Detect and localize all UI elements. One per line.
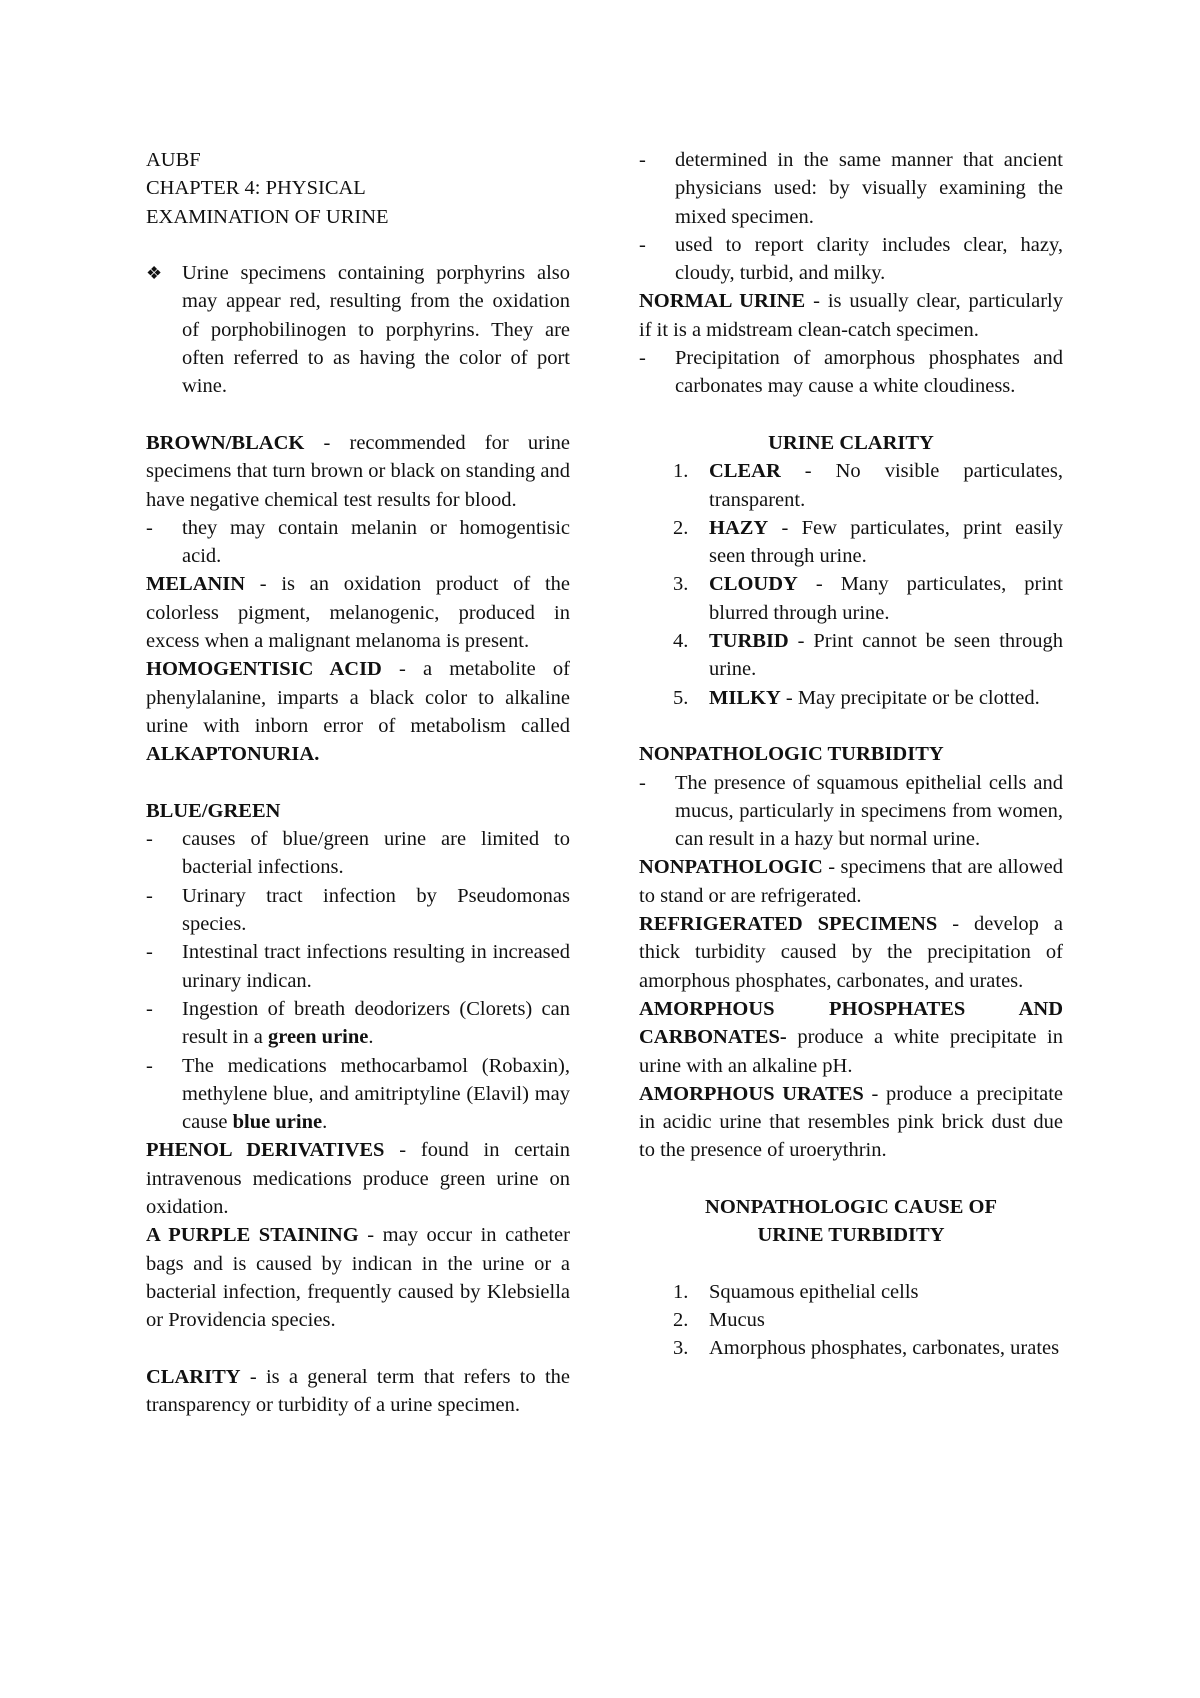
amorphous-urates-paragraph: AMORPHOUS URATES - produce a precipitate in acidic urine that resembles pink brick dust due to the presence of uroerythrin. bbox=[639, 1082, 1063, 1162]
normal-urine-term: NORMAL URINE bbox=[639, 290, 806, 313]
causes-list-item: 2. Mucus bbox=[673, 1309, 765, 1332]
right-column bbox=[639, 146, 1063, 1363]
causes-heading-line-2: URINE TURBIDITY bbox=[757, 1224, 945, 1247]
clarity-term: CLARITY bbox=[146, 1365, 241, 1388]
blue-green-item-1: - causes of blue/green urine are limited to bacterial infections. bbox=[146, 828, 570, 879]
amorphous-urates-term: AMORPHOUS URATES bbox=[639, 1082, 864, 1105]
melanin-term: MELANIN bbox=[146, 573, 246, 596]
refrigerated-term: REFRIGERATED SPECIMENS bbox=[639, 913, 938, 936]
purple-term: A PURPLE STAINING bbox=[146, 1224, 359, 1247]
urine-clarity-heading: URINE CLARITY bbox=[768, 431, 934, 454]
purple-staining-paragraph: A PURPLE STAINING - may occur in catheter bags and is caused by indican in the urine or a bacterial infection, frequently caused by Klebsiella or Providencia species. bbox=[146, 1224, 570, 1332]
porphyrins-bullet-item bbox=[146, 259, 570, 400]
brown-black-paragraph: BROWN/BLACK - recommended for urine specimens that turn brown or black on standing and have negative chemical test results for blood. bbox=[146, 431, 570, 511]
amorphous-phosphates-paragraph: AMORPHOUS PHOSPHATES AND CARBONATES- produce a white precipitate in urine with an alkaline pH. bbox=[639, 997, 1063, 1077]
homogentisic-paragraph: HOMOGENTISIC ACID - a metabolite of phenylalanine, imparts a black color to alkaline urine with inborn error of metabolism called ALKAPTONURIA. bbox=[146, 658, 570, 766]
left-column bbox=[146, 146, 570, 1419]
homogentisic-term: HOMOGENTISIC ACID bbox=[146, 658, 382, 681]
blue-green-item-3: - Intestinal tract infections resulting in increased urinary indican. bbox=[146, 941, 570, 992]
blue-green-item-4: - Ingestion of breath deodorizers (Clorets) can result in a green urine. bbox=[146, 997, 570, 1049]
causes-list-item: 3. Amorphous phosphates, carbonates, urates bbox=[673, 1337, 1060, 1360]
clarity-item-2: - used to report clarity includes clear, hazy, cloudy, turbid, and milky. bbox=[639, 233, 1063, 285]
blue-green-heading: BLUE/GREEN bbox=[146, 799, 281, 822]
header-line-2: CHAPTER 4: PHYSICAL bbox=[146, 177, 366, 200]
alkaptonuria-term: ALKAPTONURIA. bbox=[146, 743, 320, 766]
nonpath-turbidity-heading: NONPATHOLOGIC TURBIDITY bbox=[639, 743, 944, 766]
normal-urine-paragraph: NORMAL URINE - is usually clear, particularly if it is a midstream clean-catch specimen. bbox=[639, 290, 1063, 341]
clarity-list-item: 2. HAZY - Few particulates, print easily seen through urine. bbox=[673, 516, 1063, 568]
amorphous-phosphates-term: AMORPHOUS PHOSPHATES AND CARBONATES- bbox=[639, 997, 1063, 1049]
causes-heading-line-1: NONPATHOLOGIC CAUSE OF bbox=[705, 1195, 997, 1218]
brown-black-dash-item: - they may contain melanin or homogentisic acid. bbox=[146, 514, 570, 571]
clarity-item-1: - determined in the same manner that ancient physicians used: by visually examining the mixed specimen. bbox=[639, 149, 1063, 228]
causes-list-item: 1. Squamous epithelial cells bbox=[673, 1280, 919, 1303]
nonpathologic-paragraph: NONPATHOLOGIC - specimens that are allowed to stand or are refrigerated. bbox=[639, 856, 1063, 907]
clarity-list-item: 1. CLEAR - No visible particulates, transparent. bbox=[673, 460, 1063, 511]
phenol-term: PHENOL DERIVATIVES bbox=[146, 1139, 385, 1162]
melanin-paragraph: MELANIN - is an oxidation product of the colorless pigment, melanogenic, produced in excess when a malignant melanoma is present. bbox=[146, 573, 570, 653]
clarity-list-item: 3. CLOUDY - Many particulates, print blurred through urine. bbox=[673, 573, 1063, 624]
header-line-1: AUBF bbox=[146, 149, 201, 171]
porphyrins-text: Urine specimens containing porphyrins also may appear red, resulting from the oxidation of porphobilinogen to porphyrins. They are often referred to as having the color of port wine. bbox=[182, 262, 570, 398]
clarity-list-item: 5. MILKY - May precipitate or be clotted. bbox=[673, 686, 1040, 709]
refrigerated-paragraph: REFRIGERATED SPECIMENS - develop a thick turbidity caused by the precipitation of amorphous phosphates, carbonates, and urates. bbox=[639, 913, 1063, 992]
blue-green-item-5: - The medications methocarbamol (Robaxin), methylene blue, and amitriptyline (Elavil) may cause blue urine. bbox=[146, 1054, 570, 1134]
nonpath-turbidity-item: - The presence of squamous epithelial cells and mucus, particularly in specimens from women, can result in a hazy but normal urine. bbox=[639, 771, 1063, 851]
blue-green-item-2: - Urinary tract infection by Pseudomonas species. bbox=[146, 884, 570, 936]
phenol-paragraph: PHENOL DERIVATIVES - found in certain intravenous medications produce green urine on oxidation. bbox=[146, 1139, 570, 1218]
clarity-paragraph: CLARITY - is a general term that refers to the transparency or turbidity of a urine specimen. bbox=[146, 1365, 570, 1417]
dash-marker: - bbox=[146, 516, 153, 539]
nonpathologic-term: NONPATHOLOGIC bbox=[639, 856, 823, 879]
header-line-3: EXAMINATION OF URINE bbox=[146, 205, 389, 228]
brown-black-term: BROWN/BLACK bbox=[146, 431, 305, 454]
diamond-bullet-icon: ❖ bbox=[146, 263, 163, 284]
clarity-list-item: 4. TURBID - Print cannot be seen through urine. bbox=[673, 630, 1063, 681]
normal-urine-item: - Precipitation of amorphous phosphates and carbonates may cause a white cloudiness. bbox=[639, 347, 1063, 398]
